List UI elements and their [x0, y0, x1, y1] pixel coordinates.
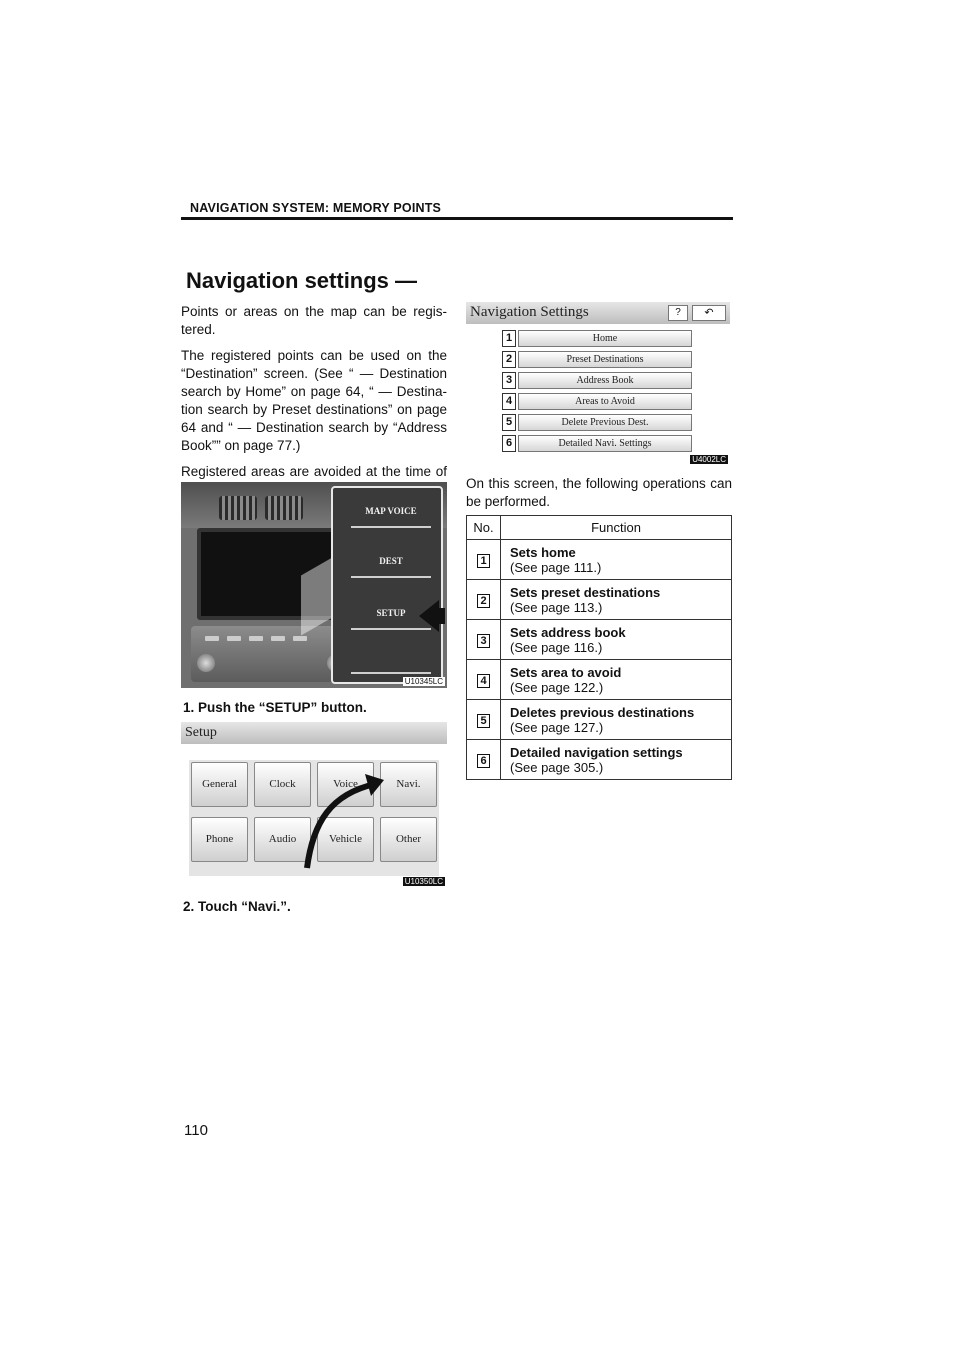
row-number: 5 — [477, 714, 490, 728]
row-number-cell — [467, 660, 501, 700]
function-name: Sets address book — [510, 624, 626, 640]
console-button — [271, 636, 285, 641]
nav-settings-title-bar — [466, 302, 730, 324]
nav-item-areas-to-avoid[interactable] — [502, 393, 716, 410]
table-row — [467, 620, 732, 660]
dashboard-photo — [181, 482, 447, 688]
running-header: NAVIGATION SYSTEM: MEMORY POINTS — [190, 201, 442, 215]
row-number-cell — [467, 580, 501, 620]
header-rule — [181, 217, 733, 220]
item-label: Detailed Navi. Settings — [518, 435, 692, 452]
page-reference: (See page 122.) — [510, 679, 604, 695]
console-button — [205, 636, 219, 641]
blank-hw-button — [351, 644, 431, 674]
row-function-cell — [501, 620, 732, 660]
row-number: 1 — [477, 554, 490, 568]
step-2: 2. Touch “Navi.”. — [183, 899, 291, 914]
table-row — [467, 740, 732, 780]
item-label: Address Book — [518, 372, 692, 389]
setup-title: Setup — [185, 725, 217, 740]
intro-paragraph-1: Points or areas on the map can be regis-tered. — [181, 304, 447, 337]
air-vent-left — [219, 496, 257, 520]
item-number: 5 — [502, 414, 516, 431]
table-row — [467, 580, 732, 620]
item-number: 1 — [502, 330, 516, 347]
setup-hw-button: SETUP — [351, 594, 431, 630]
function-table — [466, 515, 732, 780]
page-reference: (See page 127.) — [510, 719, 604, 735]
help-button[interactable]: ? — [668, 305, 688, 321]
page-reference: (See page 111.) — [510, 559, 602, 575]
row-number-cell — [467, 700, 501, 740]
page-reference: (See page 305.) — [510, 759, 604, 775]
row-number: 4 — [477, 674, 490, 688]
item-number: 2 — [502, 351, 516, 368]
function-name: Sets home — [510, 544, 576, 560]
nav-item-preset-destinations[interactable] — [502, 351, 716, 368]
nav-settings-title: Navigation Settings — [470, 304, 589, 320]
table-row — [467, 700, 732, 740]
item-label: Delete Previous Dest. — [518, 414, 692, 431]
item-number: 6 — [502, 435, 516, 452]
row-number: 6 — [477, 754, 490, 768]
row-number-cell — [467, 740, 501, 780]
item-label: Areas to Avoid — [518, 393, 692, 410]
navigation-settings-screen — [466, 302, 730, 464]
table-row — [467, 660, 732, 700]
row-function-cell — [501, 660, 732, 700]
dest-hw-button: DEST — [351, 542, 431, 578]
column-header-function: Function — [501, 516, 732, 540]
image-code: U10350LC — [404, 877, 443, 886]
console-button — [293, 636, 307, 641]
volume-knob — [197, 654, 215, 672]
setup-screen — [181, 722, 447, 888]
page-reference: (See page 116.) — [510, 639, 603, 655]
row-function-cell — [501, 540, 732, 580]
page-reference: (See page 113.) — [510, 599, 603, 615]
row-function-cell — [501, 580, 732, 620]
intro-text — [181, 303, 447, 507]
item-label: Preset Destinations — [518, 351, 692, 368]
row-number-cell — [467, 540, 501, 580]
item-label: Home — [518, 330, 692, 347]
phone-button[interactable]: Phone — [191, 817, 248, 862]
navi-button[interactable]: Navi. — [380, 762, 437, 807]
item-number: 3 — [502, 372, 516, 389]
row-function-cell — [501, 700, 732, 740]
audio-console — [191, 626, 351, 682]
back-button[interactable] — [692, 305, 726, 321]
nav-item-detailed-navi-settings[interactable] — [502, 435, 716, 452]
air-vent-right — [265, 496, 303, 520]
function-name: Detailed navigation settings — [510, 744, 683, 760]
column-header-no: No. — [467, 516, 501, 540]
back-arrow-icon: ↶ — [704, 307, 714, 319]
row-function-cell — [501, 740, 732, 780]
pointing-arrow-icon — [419, 600, 439, 632]
vehicle-button[interactable]: Vehicle — [317, 817, 374, 862]
item-number: 4 — [502, 393, 516, 410]
step-1: 1. Push the “SETUP” button. — [183, 700, 367, 715]
curved-arrow-icon — [181, 722, 447, 888]
audio-button[interactable]: Audio — [254, 817, 311, 862]
section-title: Navigation settings — — [186, 268, 418, 293]
image-code: U4002LC — [692, 455, 726, 464]
voice-button[interactable]: Voice — [317, 762, 374, 807]
operations-intro: On this screen, the following operations can be performed. — [466, 476, 732, 509]
function-name: Sets preset destinations — [510, 584, 661, 600]
clock-button[interactable]: Clock — [254, 762, 311, 807]
page-number: 110 — [184, 1122, 208, 1139]
other-button[interactable]: Other — [380, 817, 437, 862]
table-header-row — [467, 516, 732, 540]
console-button — [249, 636, 263, 641]
image-code: U10345LC — [404, 677, 443, 686]
general-button[interactable]: General — [191, 762, 248, 807]
row-number-cell — [467, 620, 501, 660]
intro-paragraph-3: Registered areas are avoided at the time of — [181, 464, 447, 479]
console-button — [227, 636, 241, 641]
function-name: Deletes previous destinations — [510, 704, 695, 720]
nav-item-address-book[interactable] — [502, 372, 716, 389]
row-number: 3 — [477, 634, 490, 648]
row-number: 2 — [477, 594, 490, 608]
table-row — [467, 540, 732, 580]
button-callout — [331, 486, 443, 684]
nav-item-home[interactable] — [502, 330, 716, 347]
map-voice-hw-button: MAP VOICE — [351, 492, 431, 528]
function-name: Sets area to avoid — [510, 664, 622, 680]
nav-item-delete-previous-dest[interactable] — [502, 414, 716, 431]
intro-paragraph-2: The registered points can be used on the “Destination” screen. (See “ — Destination search by Home” on page 64, “ — Destina-tion search by Preset destinations” on page 64 and “ — Destination search by “Address Book”” on page 77.) — [181, 348, 447, 453]
